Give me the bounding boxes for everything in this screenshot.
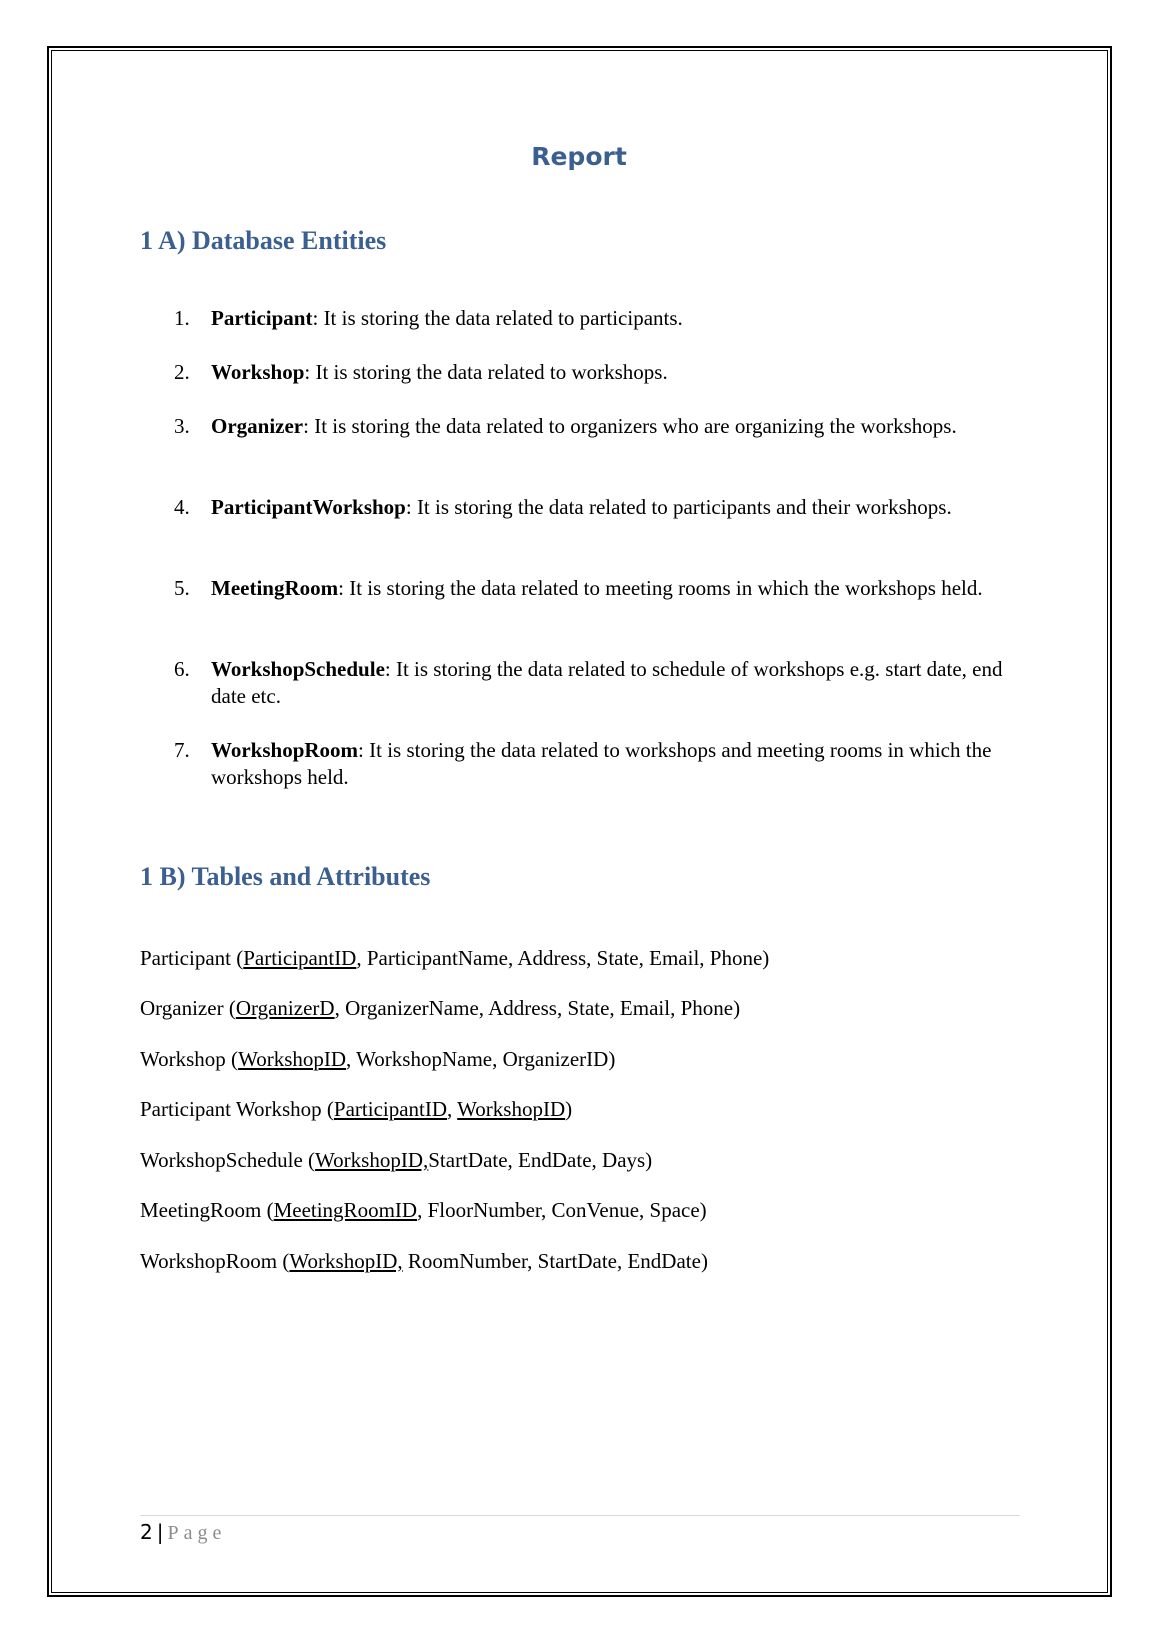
table-definition bbox=[140, 1096, 572, 1123]
entity-term: MeetingRoom bbox=[211, 576, 339, 600]
primary-key: WorkshopID, bbox=[315, 1148, 429, 1172]
table-name: MeetingRoom ( bbox=[140, 1198, 274, 1222]
primary-key: MeetingRoomID bbox=[273, 1198, 418, 1222]
list-item bbox=[140, 737, 1020, 791]
table-name: WorkshopRoom ( bbox=[140, 1249, 290, 1273]
page-title: Report bbox=[531, 142, 627, 171]
table-definition bbox=[140, 995, 740, 1022]
list-item bbox=[140, 413, 1020, 440]
list-item-number: 4. bbox=[174, 495, 190, 519]
footer-divider bbox=[140, 1515, 1020, 1516]
primary-key: OrganizerD bbox=[235, 996, 335, 1020]
entity-description: : It is storing the data related to organizers who are organizing the workshops. bbox=[303, 414, 957, 438]
primary-key: WorkshopID bbox=[238, 1047, 347, 1071]
page-number: 2 bbox=[140, 1520, 153, 1544]
table-definition bbox=[140, 945, 769, 972]
entity-term: Organizer bbox=[211, 414, 304, 438]
list-item bbox=[140, 305, 1020, 332]
list-item bbox=[140, 656, 1020, 710]
primary-key: ParticipantID bbox=[333, 1097, 448, 1121]
primary-key: WorkshopID bbox=[457, 1097, 566, 1121]
table-fields: RoomNumber, StartDate, EndDate) bbox=[402, 1249, 708, 1273]
table-fields: , FloorNumber, ConVenue, Space) bbox=[417, 1198, 707, 1222]
entity-description: : It is storing the data related to workshops and meeting rooms in which the workshops held. bbox=[211, 738, 992, 789]
footer-separator: | bbox=[156, 1520, 164, 1544]
table-name: WorkshopSchedule ( bbox=[140, 1148, 316, 1172]
list-item bbox=[140, 575, 1020, 602]
list-item-number: 6. bbox=[174, 657, 190, 681]
primary-key: WorkshopID, bbox=[289, 1249, 403, 1273]
table-fields: StartDate, EndDate, Days) bbox=[428, 1148, 653, 1172]
entity-description: : It is storing the data related to participants. bbox=[312, 306, 683, 330]
list-item-number: 2. bbox=[174, 360, 190, 384]
entity-term: ParticipantWorkshop bbox=[211, 495, 406, 519]
table-definition bbox=[140, 1046, 615, 1073]
table-definition bbox=[140, 1147, 652, 1174]
list-item-number: 3. bbox=[174, 414, 190, 438]
list-item-number: 7. bbox=[174, 738, 190, 762]
entity-description: : It is storing the data related to workshops. bbox=[304, 360, 668, 384]
section-b-heading: 1 B) Tables and Attributes bbox=[140, 862, 431, 891]
primary-key: ParticipantID bbox=[243, 946, 357, 970]
table-name: Organizer ( bbox=[140, 996, 236, 1020]
entity-description: : It is storing the data related to schedule of workshops e.g. start date, end date etc. bbox=[211, 657, 1003, 708]
table-name: Participant ( bbox=[140, 946, 244, 970]
table-name: Workshop ( bbox=[140, 1047, 239, 1071]
section-a-heading: 1 A) Database Entities bbox=[140, 226, 387, 255]
table-fields: ) bbox=[565, 1097, 573, 1121]
page-border-inner bbox=[51, 50, 1108, 1593]
entity-description: : It is storing the data related to meeting rooms in which the workshops held. bbox=[338, 576, 983, 600]
entity-term: WorkshopSchedule bbox=[211, 657, 385, 681]
entity-description: : It is storing the data related to participants and their workshops. bbox=[405, 495, 952, 519]
table-fields: , ParticipantName, Address, State, Email, Phone) bbox=[356, 946, 770, 970]
entity-term: Workshop bbox=[211, 360, 305, 384]
entity-term: WorkshopRoom bbox=[211, 738, 359, 762]
entity-term: Participant bbox=[211, 306, 313, 330]
page-footer bbox=[140, 1520, 226, 1545]
list-item bbox=[140, 359, 1020, 386]
table-fields: , WorkshopName, OrganizerID) bbox=[346, 1047, 616, 1071]
page-label: Page bbox=[167, 1522, 227, 1544]
table-name: Participant Workshop ( bbox=[140, 1097, 334, 1121]
list-item bbox=[140, 494, 1020, 521]
table-definition bbox=[140, 1248, 708, 1275]
list-item-number: 1. bbox=[174, 306, 190, 330]
table-fields-separator: , bbox=[447, 1097, 458, 1121]
table-fields: , OrganizerName, Address, State, Email, Phone) bbox=[334, 996, 741, 1020]
list-item-number: 5. bbox=[174, 576, 190, 600]
table-definition bbox=[140, 1197, 707, 1224]
